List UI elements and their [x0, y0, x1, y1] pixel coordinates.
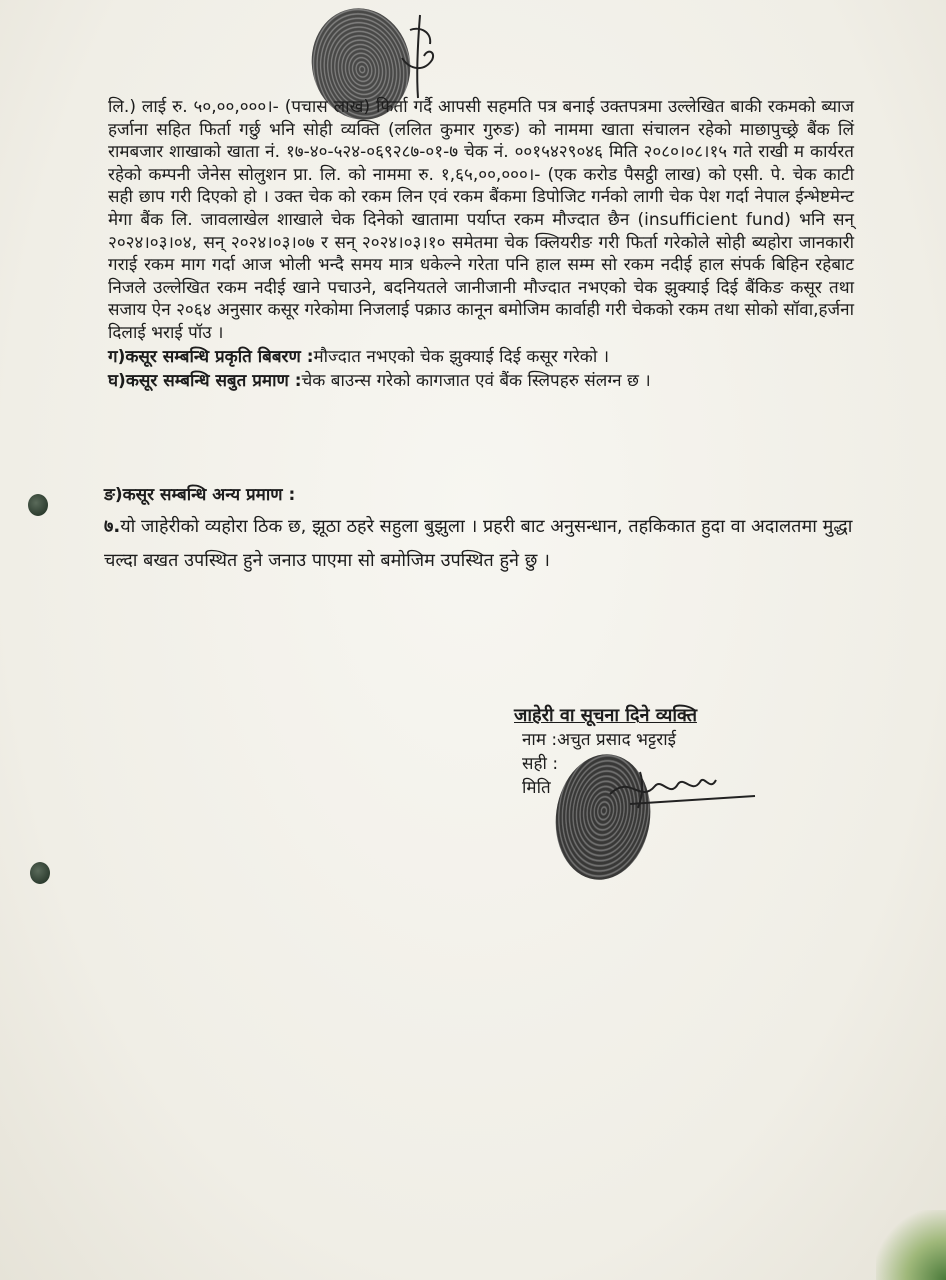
declaration-paragraph: [104, 510, 856, 578]
signature-date-label: मिति: [522, 778, 551, 798]
section-g-text: मौज्दात नभएको चेक झुक्याई दिई कसूर गरेको ।: [313, 346, 610, 367]
section-e-label: ङ)कसूर सम्बन्धि अन्य प्रमाण :: [104, 485, 296, 505]
handwritten-signature: [600, 764, 760, 824]
signature-name: नाम :अचुत प्रसाद भट्टराई: [522, 730, 676, 750]
signature-title: जाहेरी वा सूचना दिने व्यक्ति: [514, 705, 697, 726]
punch-hole-upper: [28, 494, 48, 516]
section-gh-line: [108, 369, 854, 393]
para7-number: ७.: [104, 516, 121, 537]
signature-mark-top: [380, 10, 450, 100]
body-paragraph: लि.) लाई रु. ५०,००,०००।- (पचास लाख) फिर्ता गर्दै आपसी सहमति पत्र बनाई उक्तपत्रमा उल्लेखित बाकी रकमको ब्याज हर्जाना सहित फिर्ता गर्छु भनि सोही व्यक्ति (ललित कुमार गुरुङ) को नाममा खाता संचालन रहेको माछापुच्छ्रे बैंक लिं रामबजार शाखाको खाता नं. १७-४०-५२४-०६९२८७-०१-७ चेक नं. ००१५४२९०४६ मिति २०८०।०८।१५ गते राखी म कार्यरत रहेको कम्पनी जेनेस सोलुशन प्रा. लि. को नाममा रु. १,६५,००,०००।- (एक करोड पैसट्ठी लाख) को एसी. पे. चेक काटी सही छाप गरी दिएको हो । उक्त चेक को रकम लिन एवं रकम बैंकमा डिपोजिट गर्नको लागी चेक पेश गर्दा नेपाल ईन्भेष्टमेन्ट मेगा बैंक लि. जावलाखेल शाखाले चेक दिनेको खातामा पर्याप्त रकम मौज्दात छैन (insufficient fund) भनि सन् २०२४।०३।०४, सन् २०२४।०३।०७ र सन् २०२४।०३।१० समेतमा चेक क्लियरीङ गरी फिर्ता गरेकोले सोही ब्यहोरा जानकारी गराई रकम माग गर्दा आज भोली भन्दै समय मात्र धकेल्ने गरेता पनि हाल सम्म सो रकम नदीई हाल संपर्क बिहिन रहेबाट निजले उल्लेखित रकम नदीई खाने पचाउने, बदनियतले जानीजानी मौज्दात नभएको चेक झुक्याई दिई बैंकिङ कसूर तथा सजाय ऐन २०६४ अनुसार कसूर गरेकोमा निजलाई पक्राउ कानून बमोजिम कार्वाही गरी चेकको रकम तथा सोको सॉवा,हर्जना दिलाई भराई पॉउ ।: [108, 97, 854, 343]
para7-text: यो जाहेरीको व्यहोरा ठिक छ, झूठा ठहरे सहुला बुझुला । प्रहरी बाट अनुसन्धान, तहकिकात हुदा वा अदालतमा मुद्धा चल्दा बखत उपस्थित हुने जनाउ पाएमा सो बमोजिम उपस्थित हुने छु ।: [104, 516, 853, 571]
section-gh-label: घ)कसूर सम्बन्धि सबुत प्रमाण :: [108, 370, 302, 391]
section-g-line: [108, 345, 854, 369]
punch-hole-lower: [30, 862, 50, 884]
signature-sign-label: सही :: [522, 754, 559, 774]
complaint-body: [108, 96, 854, 393]
section-gh-text: चेक बाउन्स गरेको कागजात एवं बैंक स्लिपहरु संलग्न छ ।: [301, 370, 651, 391]
section-g-label: ग)कसूर सम्बन्धि प्रकृति बिबरण :: [108, 346, 314, 367]
corner-stain: [876, 1210, 946, 1280]
